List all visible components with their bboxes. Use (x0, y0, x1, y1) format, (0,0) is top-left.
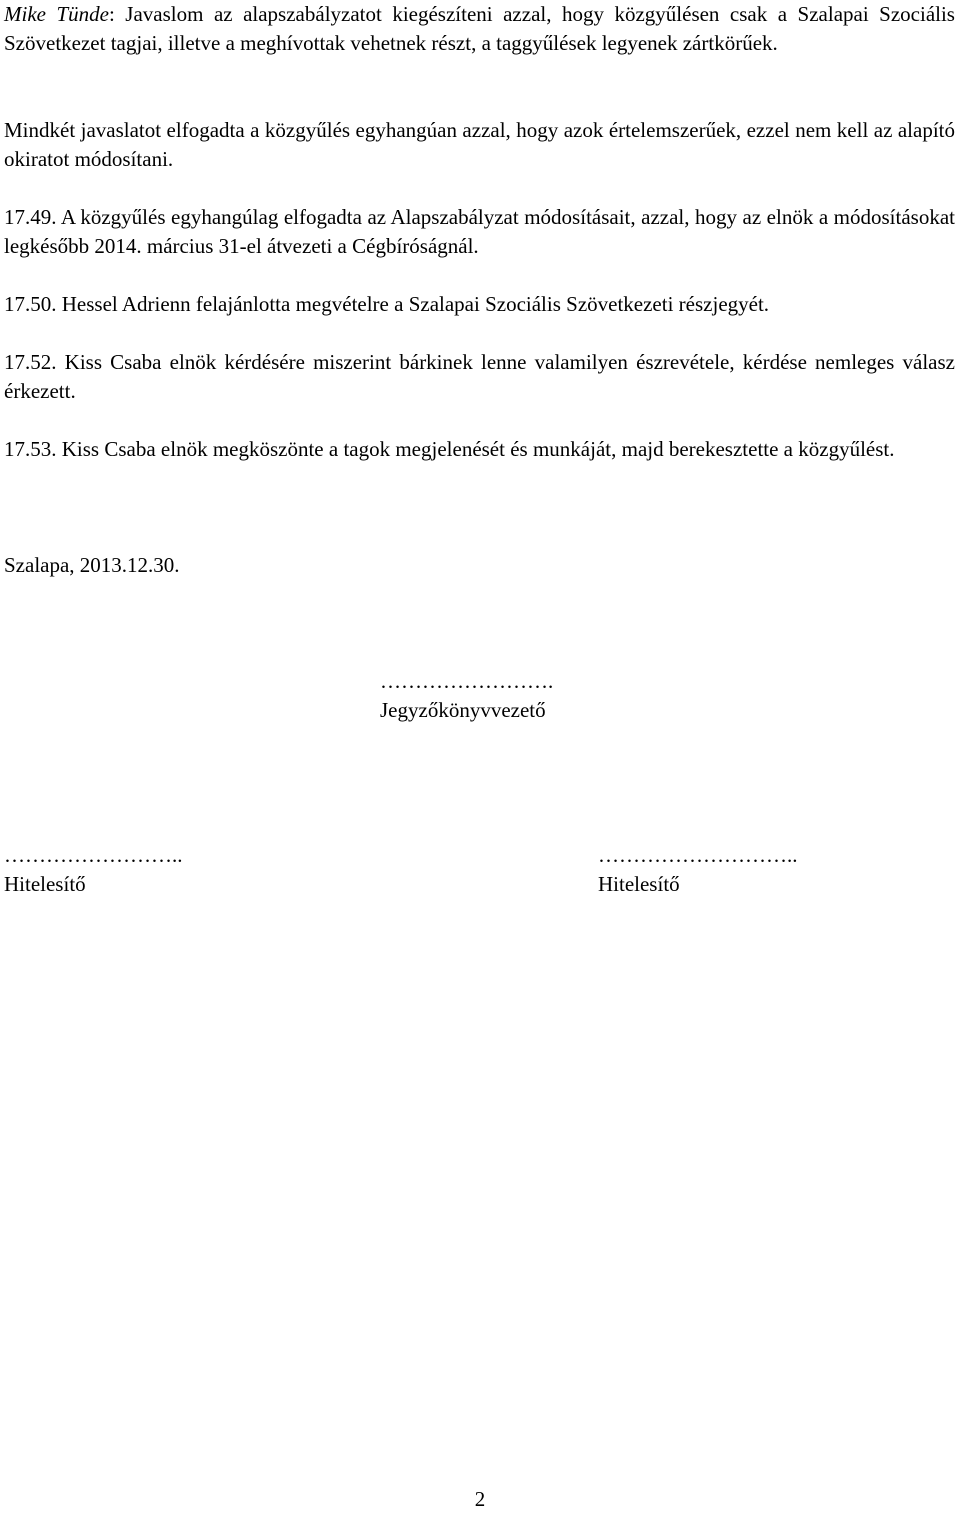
paragraph-17-53: 17.53. Kiss Csaba elnök megköszönte a tagok megjelenését és munkáját, majd berekesztette a közgyűlést. (4, 437, 895, 461)
paragraph-acceptance: Mindkét javaslatot elfogadta a közgyűlés egyhangúan azzal, hogy azok értelemszerűek, ezzel nem kell az alapító okiratot módosítani. (4, 118, 955, 171)
signature-right (598, 841, 798, 899)
proposal-text: Javaslom az alapszabályzatot kiegészíteni azzal, hogy közgyűlésen csak a Szalapai Szociális Szövetkezet tagjai, illetve a meghívottak vehetnek részt, a taggyűlések legyenek zártkörűek. (4, 2, 955, 55)
signature-label-left: Hitelesítő (4, 872, 86, 896)
signature-left (4, 841, 183, 899)
paragraph-17-50: 17.50. Hessel Adrienn felajánlotta megvételre a Szalapai Szociális Szövetkezeti részjegyét. (4, 292, 770, 316)
signature-line-recorder: ……………………. (380, 669, 554, 693)
signature-label-recorder: Jegyzőkönyvvezető (380, 698, 546, 722)
speaker-colon: : (108, 2, 115, 26)
place-date: Szalapa, 2013.12.30. (4, 553, 180, 577)
speaker-name: Mike Tünde (4, 2, 109, 26)
signature-line-left: …………………….. (4, 843, 183, 867)
signature-label-right: Hitelesítő (598, 872, 680, 896)
page-number: 2 (474, 1487, 486, 1511)
paragraph-17-49: 17.49. A közgyűlés egyhangúlag elfogadta az Alapszabályzat módosításait, azzal, hogy az elnök a módosításokat legkésőbb 2014. március 31-el átvezeti a Cégbíróságnál. (4, 205, 955, 258)
signature-recorder (380, 667, 553, 725)
paragraph-proposal (4, 0, 955, 58)
paragraph-17-52: 17.52. Kiss Csaba elnök kérdésére miszerint bárkinek lenne valamilyen észrevétele, kérdése nemleges válasz érkezett. (4, 350, 955, 403)
signature-line-right: ……………………….. (598, 843, 798, 867)
